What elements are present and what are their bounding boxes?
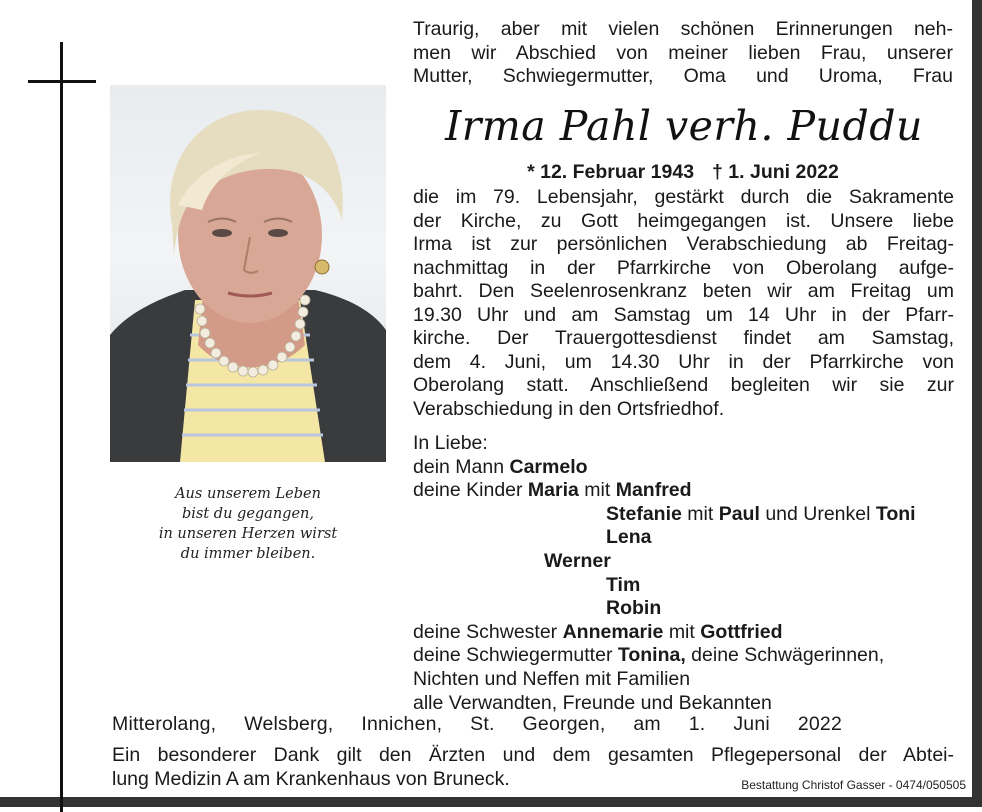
relative-name: Gottfried bbox=[700, 620, 783, 643]
relative-name: Carmelo bbox=[509, 455, 588, 478]
relative-name: Werner bbox=[544, 549, 611, 572]
memorial-verse bbox=[112, 484, 384, 564]
relation-label: deine Schwiegermutter bbox=[413, 644, 613, 667]
family-row bbox=[413, 456, 958, 480]
relation-label: deine Schwester bbox=[413, 620, 558, 643]
body-line: Oberolang statt. Anschließend begleiten wir sie zur bbox=[413, 374, 954, 396]
body-line: 19.30 Uhr und am Samstag um 14 Uhr in der Pfarr- bbox=[413, 303, 954, 326]
relative-name: Lena bbox=[606, 526, 652, 549]
family-row bbox=[413, 597, 958, 621]
relative-name: Tonina, bbox=[617, 644, 686, 667]
relative-name: Maria bbox=[527, 479, 579, 502]
relation-label: Nichten und Neffen mit Familien bbox=[413, 667, 691, 690]
death-date: † 1. Juni 2022 bbox=[712, 161, 839, 183]
family-row bbox=[413, 621, 958, 645]
cross-icon-horizontal bbox=[28, 80, 96, 83]
intro-paragraph bbox=[413, 18, 953, 89]
body-line: der Kirche, zu Gott heimgegangen ist. Unsere liebe bbox=[413, 209, 954, 232]
deceased-name: Irma Pahl verh. Puddu bbox=[445, 102, 923, 150]
family-row bbox=[413, 479, 958, 503]
body-line: Verabschiedung in den Ortsfriedhof. bbox=[413, 397, 725, 420]
family-row bbox=[413, 644, 958, 668]
relative-name: Toni bbox=[875, 502, 916, 525]
verse-line: Aus unserem Leben bbox=[175, 486, 321, 502]
family-row bbox=[413, 503, 958, 527]
birth-date: * 12. Februar 1943 bbox=[527, 161, 695, 183]
intro-line: men wir Abschied von meiner lieben Frau, unserer bbox=[413, 41, 953, 64]
thanks-line: Ein besonderer Dank gilt den Ärzten und dem gesamten Pflegepersonal der Abtei- bbox=[112, 744, 954, 766]
thanks-line: lung Medizin A am Krankenhaus von Bruneck. bbox=[112, 767, 510, 790]
family-row bbox=[413, 550, 958, 574]
verse-line: bist du gegangen, bbox=[182, 506, 314, 522]
intro-line: Mutter, Schwiegermutter, Oma und Uroma, Frau bbox=[413, 65, 953, 87]
relative-name: Tim bbox=[606, 573, 641, 596]
funeral-home-credit: Bestattung Christof Gasser - 0474/050505 bbox=[741, 778, 966, 792]
body-line: nachmittag in der Pfarrkirche von Oberolang aufge- bbox=[413, 256, 954, 279]
family-row bbox=[413, 574, 958, 598]
relation-label: deine Kinder bbox=[413, 479, 523, 502]
verse-line: du immer bleiben. bbox=[180, 546, 316, 562]
main-paragraph bbox=[413, 186, 954, 421]
relative-name: Annemarie bbox=[562, 620, 664, 643]
verse-line: in unseren Herzen wirst bbox=[158, 526, 338, 542]
relation-label: dein Mann bbox=[413, 455, 505, 478]
connector-text: mit bbox=[668, 620, 695, 643]
cross-icon-vertical bbox=[60, 42, 63, 812]
relation-label: deine Schwägerinnen, bbox=[691, 644, 885, 667]
connector-text: mit bbox=[584, 479, 611, 502]
connector-text: und Urenkel bbox=[765, 502, 871, 525]
family-list bbox=[413, 432, 958, 715]
in-liebe-label: In Liebe: bbox=[413, 432, 488, 454]
connector-text: mit bbox=[687, 502, 714, 525]
relative-name: Paul bbox=[718, 502, 760, 525]
body-line: bahrt. Den Seelenrosenkranz beten wir am Freitag um bbox=[413, 280, 954, 302]
place-and-date: Mitterolang, Welsberg, Innichen, St. Georgen, am 1. Juni 2022 bbox=[112, 713, 842, 735]
relation-label: alle Verwandten, Freunde und Bekannten bbox=[413, 691, 772, 714]
body-line: dem 4. Juni, um 14.30 Uhr in der Pfarrkirche von bbox=[413, 350, 954, 373]
family-row bbox=[413, 432, 958, 456]
family-row bbox=[413, 526, 958, 550]
relative-name: Manfred bbox=[615, 479, 692, 502]
body-line: kirche. Der Trauergottesdienst findet am Samstag, bbox=[413, 327, 954, 349]
relative-name: Robin bbox=[606, 597, 662, 620]
body-line: Irma ist zur persönlichen Verabschiedung ab Freitag- bbox=[413, 233, 954, 255]
portrait-photo bbox=[110, 85, 386, 462]
body-line: die im 79. Lebensjahr, gestärkt durch die Sakramente bbox=[413, 186, 954, 208]
life-dates bbox=[413, 160, 953, 184]
intro-line: Traurig, aber mit vielen schönen Erinnerungen neh- bbox=[413, 18, 953, 40]
relative-name: Stefanie bbox=[606, 502, 682, 525]
family-row bbox=[413, 668, 958, 692]
